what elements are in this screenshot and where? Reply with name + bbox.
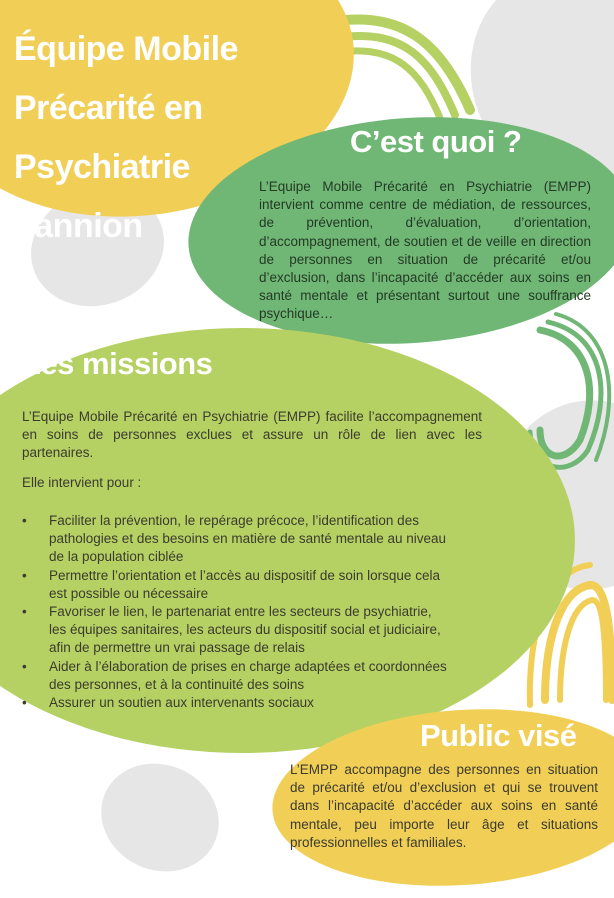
missions-list [22,512,452,712]
cest-quoi-text: L’Equipe Mobile Précarité en Psychiatrie (EMPP) intervient comme centre de médiation, de ressources, de prévention, d’évaluation, d’orientation, d’accompagnement, de soutien et de veille en direction de personnes en situation de précarité et/ou d’exclusion, dans l’incapacité d’accéder aux soins en santé mentale et présentant surtout une souffrance psychique… [259,179,591,322]
missions-lead: Elle intervient pour : [22,475,142,490]
list-item: • Permettre l’orientation et l’accès au dispositif de soin lorsque cela est possible ou nécessaire [22,567,452,603]
cest-quoi-heading: C’est quoi ? [350,124,522,159]
title-line-1: Équipe Mobile [14,30,238,68]
right-green-loops [530,314,609,467]
title-line-3: Lannion [14,207,143,245]
list-item: • Favoriser le lien, le partenariat entre les secteurs de psychiatrie, les équipes sanitaires, les acteurs du dispositif social et judiciaire, afin de permettre un vrai passage de relais [22,603,452,658]
list-item: • Assurer un soutien aux intervenants sociaux [22,694,452,712]
public-text: L’EMPP accompagne des personnes en situation de précarité et/ou d’exclusion et qui se trouvent dans l’incapacité d’accéder aux soins en santé mentale, peu importe leur âge et situations professionnelles et familiales. [290,762,598,850]
list-item: • Aider à l’élaboration de prises en charge adaptées et coordonnées des personnes, et à la continuité des soins [22,658,452,694]
title-line-2: Précarité en Psychiatrie [14,89,203,186]
missions-heading: Les missions [22,346,213,381]
missions-intro: L’Equipe Mobile Précarité en Psychiatrie (EMPP) facilite l’accompagnement en soins de personnes exclues et assure un rôle de lien avec les partenaires. [22,409,482,461]
public-heading: Public visé [420,718,577,753]
list-item: • Faciliter la prévention, le repérage précoce, l’identification des pathologies et des besoins en matière de santé mentale au niveau de la population ciblée [22,512,452,567]
